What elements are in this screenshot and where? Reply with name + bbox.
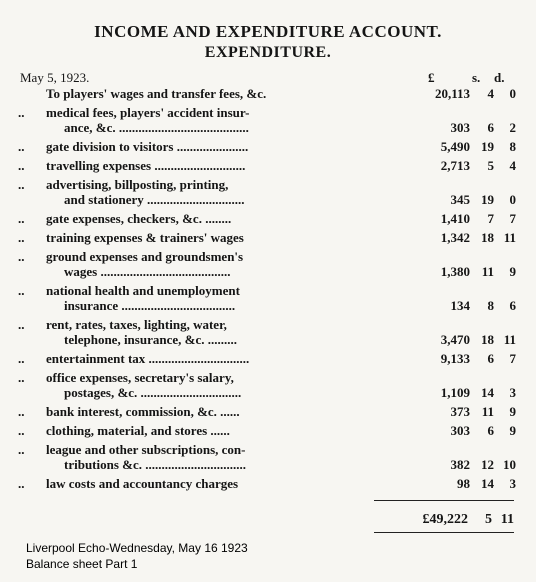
row-pounds: 134 <box>450 298 470 313</box>
row-amount <box>378 230 516 245</box>
row-text: postages, &c. ............................... <box>64 385 242 400</box>
row-text: national health and unemployment <box>46 283 240 298</box>
row-pounds: 303 <box>450 120 470 135</box>
table-row <box>18 139 516 154</box>
row-pence: 7 <box>509 351 516 366</box>
row-shillings: 19 <box>481 192 494 207</box>
caption-part: Balance sheet Part 1 <box>26 557 138 571</box>
row-text: law costs and accountancy charges <box>46 476 239 491</box>
row-prefix: .. <box>18 158 25 173</box>
caption-source: Liverpool Echo-Wednesday, May 16 1923 <box>26 541 248 555</box>
table-row <box>18 264 516 279</box>
row-text: gate expenses, checkers, &c. ........ <box>46 211 232 226</box>
row-description <box>18 105 378 120</box>
row-description <box>18 192 378 207</box>
row-pence: 6 <box>509 298 516 313</box>
row-amount <box>378 211 516 226</box>
row-gap <box>18 491 516 495</box>
row-shillings: 6 <box>487 423 494 438</box>
row-amount <box>378 404 516 419</box>
row-prefix: .. <box>18 370 25 385</box>
row-pence: 8 <box>509 139 516 154</box>
row-description <box>18 139 378 154</box>
row-pounds: 345 <box>450 192 470 207</box>
column-header-shillings: s. <box>472 70 481 85</box>
row-prefix: .. <box>18 423 25 438</box>
row-text: medical fees, players' accident insur- <box>46 105 250 120</box>
table-row <box>18 423 516 438</box>
row-pounds: 98 <box>457 476 470 491</box>
row-text: training expenses & trainers' wages <box>46 230 244 245</box>
row-amount <box>378 158 516 173</box>
row-pence: 2 <box>509 120 516 135</box>
total-pounds: £49,222 <box>422 512 468 527</box>
table-row <box>18 476 516 491</box>
document-title: INCOME AND EXPENDITURE ACCOUNT. <box>94 22 442 41</box>
row-prefix: .. <box>18 317 25 332</box>
row-text: wages ........................................ <box>64 264 231 279</box>
row-amount <box>378 298 516 313</box>
row-prefix: .. <box>18 351 25 366</box>
row-pence: 11 <box>503 230 516 245</box>
row-shillings: 18 <box>481 332 494 347</box>
row-prefix: .. <box>18 442 25 457</box>
row-pounds: 5,490 <box>440 139 470 154</box>
row-description <box>18 120 378 135</box>
row-pence: 10 <box>503 457 516 472</box>
row-pounds: 9,133 <box>440 351 470 366</box>
row-text: entertainment tax ............................... <box>46 351 250 366</box>
row-description <box>18 283 378 298</box>
row-shillings: 6 <box>487 120 494 135</box>
table-row <box>18 385 516 400</box>
table-row <box>18 211 516 226</box>
row-text: office expenses, secretary's salary, <box>46 370 234 385</box>
table-row <box>18 249 516 264</box>
row-amount <box>378 423 516 438</box>
row-pence: 4 <box>509 158 516 173</box>
table-row <box>18 192 516 207</box>
row-shillings: 14 <box>481 476 494 491</box>
row-description <box>18 370 378 385</box>
row-shillings: 12 <box>481 457 494 472</box>
row-text: ance, &c. ........................................ <box>64 120 249 135</box>
row-text: insurance ................................... <box>64 298 236 313</box>
row-pence: 9 <box>509 264 516 279</box>
row-shillings: 7 <box>487 211 494 226</box>
row-text: league and other subscriptions, con- <box>46 442 246 457</box>
row-description <box>18 249 378 264</box>
row-prefix: .. <box>18 404 25 419</box>
total-row <box>374 512 514 528</box>
total-rule-bottom <box>374 532 514 533</box>
row-shillings: 19 <box>481 139 494 154</box>
row-prefix: .. <box>18 476 25 491</box>
table-row <box>18 317 516 332</box>
total-shillings: 5 <box>485 512 492 527</box>
row-prefix: .. <box>18 105 25 120</box>
row-description <box>18 351 378 366</box>
row-amount <box>378 86 516 101</box>
row-amount <box>378 351 516 366</box>
row-description <box>18 404 378 419</box>
account-date: May 5, 1923. <box>20 70 90 85</box>
row-shillings: 5 <box>487 158 494 173</box>
row-pence: 9 <box>509 423 516 438</box>
table-row <box>18 457 516 472</box>
document-subtitle: EXPENDITURE. <box>204 44 332 61</box>
row-pounds: 3,470 <box>440 332 470 347</box>
row-description <box>18 264 378 279</box>
row-shillings: 4 <box>487 86 494 101</box>
row-amount <box>378 192 516 207</box>
row-description <box>18 476 378 491</box>
row-shillings: 8 <box>487 298 494 313</box>
row-text: rent, rates, taxes, lighting, water, <box>46 317 227 332</box>
row-pence: 9 <box>509 404 516 419</box>
row-text: gate division to visitors ...................... <box>46 139 249 154</box>
row-description <box>18 423 378 438</box>
row-pounds: 382 <box>450 457 470 472</box>
row-pence: 7 <box>509 211 516 226</box>
table-row <box>18 351 516 366</box>
row-text: clothing, material, and stores ...... <box>46 423 230 438</box>
row-amount <box>378 332 516 347</box>
expenditure-table <box>18 86 516 495</box>
table-row <box>18 404 516 419</box>
row-text: and stationery .............................. <box>64 192 245 207</box>
row-pounds: 1,410 <box>440 211 470 226</box>
table-row <box>18 177 516 192</box>
row-description <box>18 457 378 472</box>
table-row <box>18 283 516 298</box>
row-text: telephone, insurance, &c. ......... <box>64 332 237 347</box>
row-amount <box>378 264 516 279</box>
row-text: travelling expenses ............................ <box>46 158 246 173</box>
row-prefix: .. <box>18 283 25 298</box>
row-pence: 11 <box>503 332 516 347</box>
row-description <box>18 442 378 457</box>
row-amount <box>378 385 516 400</box>
row-text: tributions &c. ............................... <box>64 457 246 472</box>
table-row <box>18 105 516 120</box>
row-pounds: 303 <box>450 423 470 438</box>
row-prefix: .. <box>18 230 25 245</box>
row-shillings: 11 <box>481 264 494 279</box>
row-pounds: 20,113 <box>434 86 470 101</box>
table-row <box>18 230 516 245</box>
row-text: advertising, billposting, printing, <box>46 177 229 192</box>
row-pence: 3 <box>509 385 516 400</box>
row-pounds: 1,109 <box>440 385 470 400</box>
row-amount <box>378 457 516 472</box>
total-rule-top <box>374 500 514 501</box>
table-row <box>18 158 516 173</box>
table-row <box>18 370 516 385</box>
row-pounds: 1,342 <box>440 230 470 245</box>
row-pounds: 1,380 <box>440 264 470 279</box>
row-text: ground expenses and groundsmen's <box>46 249 244 264</box>
row-pence: 0 <box>509 86 516 101</box>
row-description <box>18 86 378 101</box>
row-description <box>18 317 378 332</box>
table-row <box>18 298 516 313</box>
row-description <box>18 298 378 313</box>
row-amount <box>378 476 516 491</box>
row-amount <box>378 139 516 154</box>
row-description <box>18 385 378 400</box>
row-prefix: .. <box>18 177 25 192</box>
row-prefix: .. <box>18 249 25 264</box>
row-text: bank interest, commission, &c. ...... <box>46 404 240 419</box>
table-row <box>18 120 516 135</box>
row-pounds: 373 <box>450 404 470 419</box>
row-text: To players' wages and transfer fees, &c. <box>46 86 267 101</box>
row-description <box>18 177 378 192</box>
table-row <box>18 442 516 457</box>
row-amount <box>378 120 516 135</box>
row-pounds: 2,713 <box>440 158 470 173</box>
row-shillings: 14 <box>481 385 494 400</box>
row-description <box>18 332 378 347</box>
row-shillings: 6 <box>487 351 494 366</box>
row-description <box>18 211 378 226</box>
total-pence: 11 <box>500 512 514 527</box>
table-row <box>18 86 516 101</box>
row-description <box>18 158 378 173</box>
row-description <box>18 230 378 245</box>
row-pence: 0 <box>509 192 516 207</box>
table-row <box>18 332 516 347</box>
row-prefix: .. <box>18 139 25 154</box>
row-prefix: .. <box>18 211 25 226</box>
row-shillings: 11 <box>481 404 494 419</box>
row-pence: 3 <box>509 476 516 491</box>
row-shillings: 18 <box>481 230 494 245</box>
column-header-pounds: £ <box>428 70 435 85</box>
column-header-pence: d. <box>494 70 505 85</box>
